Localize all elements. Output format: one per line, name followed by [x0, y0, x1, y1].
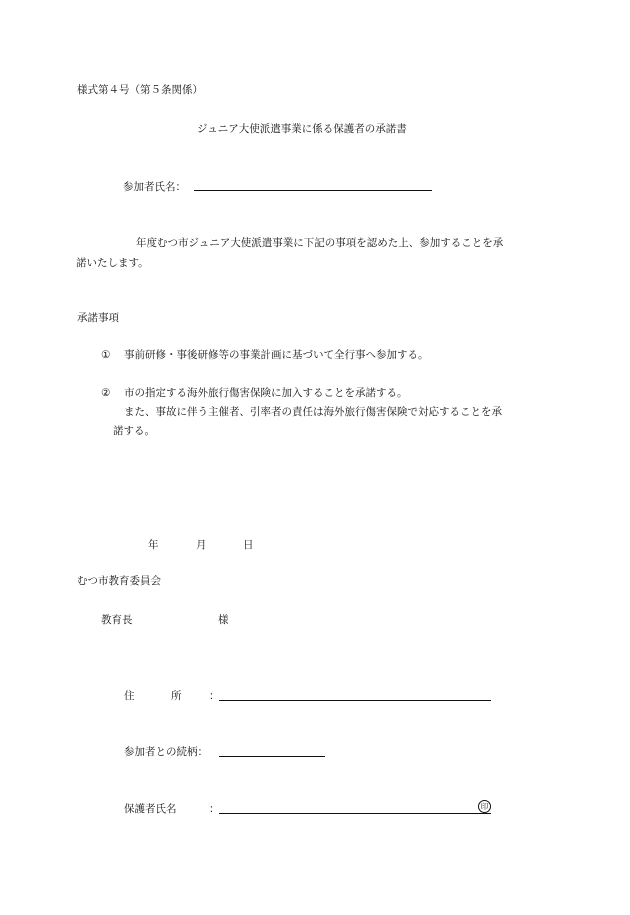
participant-name-field[interactable] [194, 190, 432, 191]
address-label-1: 住 [124, 690, 135, 702]
participant-name-label: 参加者氏名： [123, 181, 186, 193]
consent-item-1-marker: ① [101, 349, 111, 361]
recipient-title: 教育長 [101, 614, 133, 626]
relation-label: 参加者との続柄： [124, 746, 208, 758]
statement-line-1: 年度むつ市ジュニア大使派遣事業に下記の事項を認めた上、参加することを承 [136, 237, 504, 249]
form-number: 様式第４号（第５条関係） [77, 84, 203, 96]
date-month: 月 [196, 539, 207, 551]
guardian-name-colon: ： [209, 803, 220, 815]
seal-mark-icon: 印 [478, 800, 491, 813]
recipient-honorific: 様 [218, 614, 229, 626]
consent-item-2-text: 市の指定する海外旅行傷害保険に加入することを承諾する。 [124, 387, 408, 399]
consent-item-1-text: 事前研修・事後研修等の事業計画に基づいて全行事へ参加する。 [124, 349, 429, 361]
consent-item-2-marker: ② [101, 387, 111, 399]
date-year: 年 [148, 539, 159, 551]
guardian-name-field[interactable] [219, 813, 491, 814]
consent-item-2-continuation-1: また、事故に伴う主催者、引率者の責任は海外旅行傷害保険で対応することを承 [124, 406, 502, 418]
address-label-2: 所 [171, 690, 182, 702]
relation-field[interactable] [219, 756, 325, 757]
statement-line-2: 諾いたします。 [76, 257, 149, 269]
address-field[interactable] [219, 700, 491, 701]
document-title: ジュニア大使派遣事業に係る保護者の承諾書 [197, 123, 407, 135]
consent-item-2-continuation-2: 諾する。 [113, 425, 155, 437]
date-day: 日 [243, 539, 254, 551]
recipient-org: むつ市教育委員会 [77, 575, 161, 587]
consent-heading: 承諾事項 [77, 312, 119, 324]
guardian-name-label: 保護者氏名 [124, 803, 177, 815]
address-colon: ： [209, 690, 220, 702]
